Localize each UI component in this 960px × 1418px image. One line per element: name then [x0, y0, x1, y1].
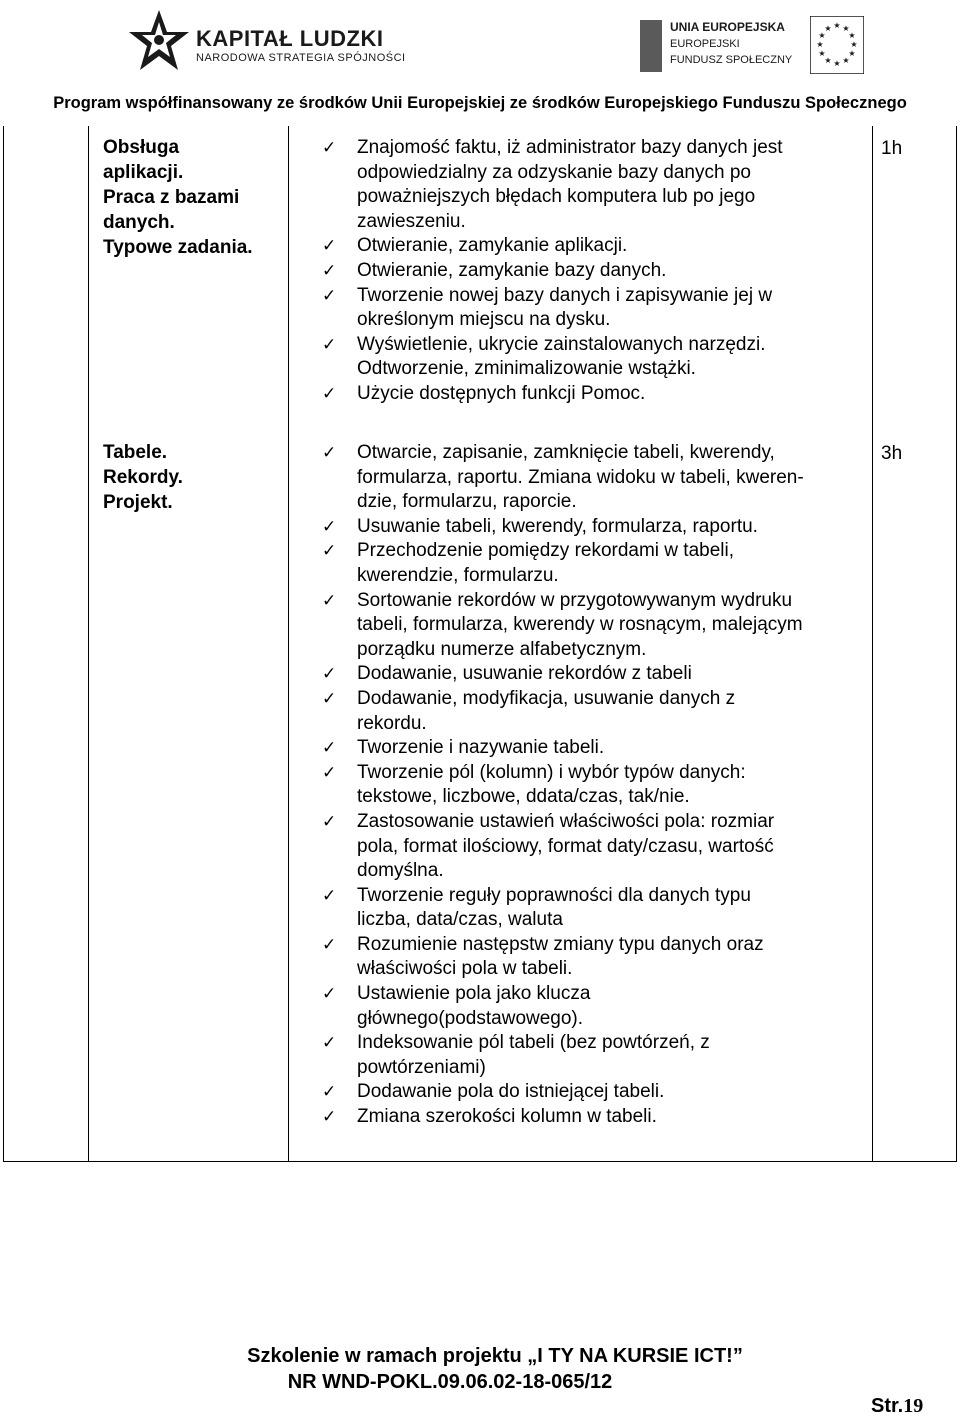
svg-text:★: ★: [848, 31, 856, 40]
topic-line: danych.: [103, 212, 175, 233]
svg-text:★: ★: [818, 31, 826, 40]
row-2-items: [322, 441, 872, 1130]
list-item: [322, 982, 872, 1031]
syllabus-table: [0, 126, 960, 1162]
page-number: [871, 1395, 923, 1418]
topic-line: aplikacji.: [103, 162, 184, 183]
topic-line: Projekt.: [103, 492, 173, 513]
list-item: [322, 662, 872, 687]
list-item-text: Zastosowanie ustawień właściwości pola: rozmiar pola, format ilościowy, format daty/czasu, wartość domyślna.: [357, 810, 775, 882]
list-item-text: Otwarcie, zapisanie, zamknięcie tabeli, kwerendy, formularza, raportu. Zmiana widoku w tabeli, kweren- dzie, formularzu, raporcie.: [357, 442, 804, 513]
list-item-text: Tworzenie pól (kolumn) i wybór typów danych: tekstowe, liczbowe, ddata/czas, tak/nie.: [357, 761, 746, 808]
topic-line: Typowe zadania.: [103, 237, 253, 258]
checkmark-icon: ✓: [322, 762, 337, 782]
table-border-bottom: [3, 1161, 957, 1162]
svg-text:★: ★: [848, 49, 856, 58]
topic-line: Tabele.: [103, 442, 168, 463]
list-item-text: Znajomość faktu, iż administrator bazy danych jest odpowiedzialny za odzyskanie bazy danych po poważniejszych błędach komputera lub po jego zawieszeniu.: [357, 137, 783, 232]
list-item: [322, 136, 872, 234]
list-item: [322, 441, 872, 515]
list-item-text: Dodawanie, usuwanie rekordów z tabeli: [357, 663, 692, 685]
svg-text:★: ★: [816, 40, 824, 49]
svg-text:★: ★: [833, 59, 841, 68]
page-header: [0, 0, 960, 120]
topic-line: Obsługa: [103, 137, 180, 158]
row-2-topic: [103, 440, 183, 515]
checkmark-icon: ✓: [322, 738, 337, 758]
svg-text:★: ★: [842, 24, 850, 33]
list-item-text: Ustawienie pola jako klucza głównego(podstawowego).: [357, 983, 591, 1029]
eu-flag-icon: [810, 16, 864, 74]
list-item: [322, 810, 872, 884]
eu-logo-line3: FUNDUSZ SPOŁECZNY: [670, 54, 793, 66]
page-label: Str.: [871, 1395, 904, 1417]
list-item-text: Sortowanie rekordów w przygotowywanym wydruku tabeli, formularza, kwerendy w rosnącym, malejącym porządku numerze alfabetycznym.: [357, 589, 803, 660]
checkmark-icon: ✓: [322, 1033, 337, 1053]
list-item: [322, 333, 872, 382]
list-item-text: Dodawanie, modyfikacja, usuwanie danych z rekordu.: [357, 687, 736, 734]
svg-text:★: ★: [842, 56, 850, 65]
topic-line: Praca z bazami: [103, 187, 240, 208]
list-item: [322, 589, 872, 663]
list-item-text: Indeksowanie pól tabeli (bez powtórzeń, z powtórzeniami): [357, 1032, 710, 1078]
kapital-ludzki-logo: [128, 8, 406, 72]
list-item: [322, 382, 872, 407]
svg-text:★: ★: [824, 24, 832, 33]
list-item-text: Usuwanie tabeli, kwerendy, formularza, raportu.: [357, 515, 758, 537]
row-1-hours: 1h: [881, 138, 903, 159]
logo-title: KAPITAŁ LUDZKI: [196, 26, 384, 51]
row-1-items: [322, 136, 872, 407]
table-column-divider: [288, 126, 289, 1162]
row-1-topic: [103, 135, 253, 260]
footer-project-number: NR WND-POKL.09.06.02-18-065/12: [287, 1371, 613, 1393]
list-item: [322, 234, 872, 259]
checkmark-icon: ✓: [322, 688, 337, 708]
topic-line: Rekordy.: [103, 467, 183, 488]
checkmark-icon: ✓: [322, 383, 337, 403]
checkmark-icon: ✓: [322, 934, 337, 954]
row-2-hours: 3h: [881, 443, 903, 464]
list-item-text: Dodawanie pola do istniejącej tabeli.: [357, 1081, 665, 1103]
kapital-ludzki-star-icon: [128, 8, 190, 72]
checkmark-icon: ✓: [322, 260, 337, 280]
eu-logo: [640, 16, 858, 76]
list-item-text: Wyświetlenie, ukrycie zainstalowanych narzędzi. Odtworzenie, zminimalizowanie wstążki.: [357, 333, 766, 380]
table-border-right: [956, 126, 957, 1162]
checkmark-icon: ✓: [322, 541, 337, 561]
list-item: [322, 761, 872, 810]
checkmark-icon: ✓: [322, 1082, 337, 1102]
list-item-text: Tworzenie nowej bazy danych i zapisywanie jej w określonym miejscu na dysku.: [357, 284, 773, 331]
list-item: [322, 1105, 872, 1130]
footer-project-title: Szkolenie w ramach projektu „I TY NA KURSIE ICT!”: [247, 1345, 743, 1367]
svg-text:★: ★: [824, 56, 832, 65]
list-item: [322, 884, 872, 933]
checkmark-icon: ✓: [322, 285, 337, 305]
list-item-text: Rozumienie następstw zmiany typu danych oraz właściwości pola w tabeli.: [357, 933, 764, 980]
table-column-divider: [872, 126, 873, 1162]
checkmark-icon: ✓: [322, 664, 337, 684]
list-item-text: Otwieranie, zamykanie bazy danych.: [357, 259, 667, 281]
table-border-left: [3, 126, 4, 1162]
list-item: [322, 736, 872, 761]
list-item: [322, 933, 872, 982]
list-item-text: Otwieranie, zamykanie aplikacji.: [357, 235, 628, 257]
svg-text:★: ★: [850, 40, 858, 49]
list-item-text: Tworzenie reguły poprawności dla danych typu liczba, data/czas, waluta: [357, 884, 751, 931]
checkmark-icon: ✓: [322, 1107, 337, 1127]
checkmark-icon: ✓: [322, 516, 337, 536]
list-item: [322, 259, 872, 284]
svg-text:★: ★: [833, 21, 841, 30]
checkmark-icon: ✓: [322, 885, 337, 905]
svg-text:★: ★: [818, 49, 826, 58]
list-item-text: Tworzenie i nazywanie tabeli.: [357, 737, 605, 759]
list-item: [322, 539, 872, 588]
program-line: Program współfinansowany ze środków Unii Europejskiej ze środków Europejskiego Funduszu Społecznego: [53, 94, 907, 112]
checkmark-icon: ✓: [322, 334, 337, 354]
table-column-divider: [88, 126, 89, 1162]
list-item-text: Zmiana szerokości kolumn w tabeli.: [357, 1106, 657, 1128]
checkmark-icon: ✓: [322, 138, 337, 157]
eu-logo-line1: UNIA EUROPEJSKA: [670, 20, 785, 34]
eu-logo-line2: EUROPEJSKI: [670, 38, 740, 50]
checkmark-icon: ✓: [322, 984, 337, 1004]
eu-divider-bar: [640, 20, 662, 72]
page-number-value: 19: [903, 1395, 924, 1417]
logo-subtitle: NARODOWA STRATEGIA SPÓJNOŚCI: [196, 52, 406, 64]
list-item: [322, 284, 872, 333]
list-item: [322, 1080, 872, 1105]
checkmark-icon: ✓: [322, 590, 337, 610]
list-item: [322, 1031, 872, 1080]
list-item: [322, 515, 872, 540]
checkmark-icon: ✓: [322, 811, 337, 831]
checkmark-icon: ✓: [322, 236, 337, 256]
checkmark-icon: ✓: [322, 443, 337, 462]
list-item: [322, 687, 872, 736]
list-item-text: Użycie dostępnych funkcji Pomoc.: [357, 382, 646, 404]
list-item-text: Przechodzenie pomiędzy rekordami w tabeli, kwerendzie, formularzu.: [357, 540, 735, 586]
